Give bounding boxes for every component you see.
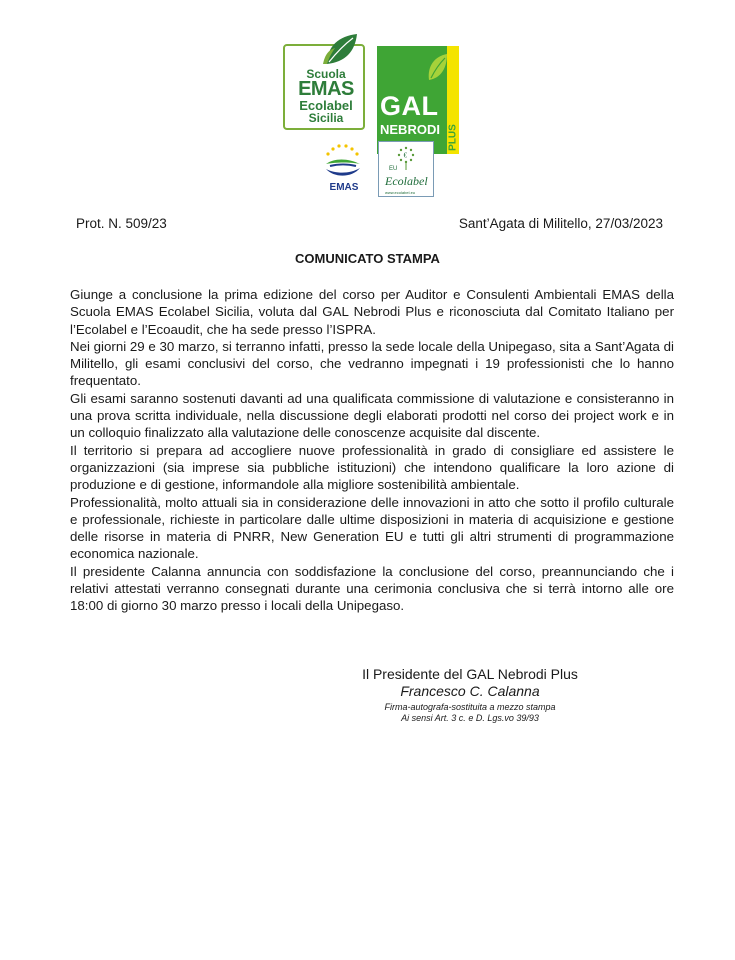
signature-note: Firma-autografa-sostituita a mezzo stampa (384, 702, 556, 712)
leaf-icon (321, 32, 361, 66)
logo-text-emas: EMAS (298, 78, 354, 100)
body-paragraph: Il territorio si prepara ad accogliere nuove professionalità in grado di consigliare ed assistere le organizzazioni (sia imprese sia pubbliche istituzioni) che intendono qualificare la loro azione di produzione e di gestione, informandole alla migliore sostenibilità ambientale. (70, 442, 674, 493)
place-date: Sant’Agata di Militello, 27/03/2023 (458, 216, 663, 231)
leaf-icon (425, 52, 449, 82)
emas-eu-logo (318, 142, 368, 198)
ecolabel-flower-icon (379, 142, 433, 172)
eu-stars-icon (318, 142, 368, 182)
body-paragraph: Giunge a conclusione la prima edizione del corso per Auditor e Consulenti Ambientali EMAS della Scuola EMAS Ecolabel Sicilia, voluta dal GAL Nebrodi Plus e riconosciuta dal Comitato Italiano per l’Ecolabel e l’Ecoaudit, che ha sede presso l’ISPRA. (70, 287, 674, 337)
logo-text-gal: GAL (380, 91, 439, 121)
logo-text-scuola: Scuola (306, 67, 346, 81)
scuola-emas-ecolabel-logo (283, 44, 365, 130)
signature-block (340, 666, 600, 724)
body-paragraph: Nei giorni 29 e 30 marzo, si terranno infatti, presso la sede locale della Unipegaso, sita a Sant’Agata di Militello, gli esami conclusivi del corso, che vedranno impegnati i 19 professionisti che lo hanno frequentato. (70, 338, 674, 389)
document-title: COMUNICATO STAMPA (295, 251, 440, 266)
press-release-body (70, 286, 674, 615)
logo-text-plus: PLUS (447, 124, 459, 151)
logo-text-ecolabel-url: www.ecolabel.eu (385, 190, 416, 195)
gal-nebrodi-plus-logo (377, 46, 459, 154)
protocol-number: Prot. N. 509/23 (76, 216, 167, 231)
eu-ecolabel-logo (378, 141, 434, 197)
logo-text-emas-eu: EMAS (329, 182, 359, 193)
signature-legal-note: Ai sensi Art. 3 c. e D. Lgs.vo 39/93 (401, 713, 539, 723)
logo-text-ecolabel-eu: Ecolabel (385, 174, 428, 188)
svg-text:€: € (403, 151, 407, 160)
body-paragraph: Professionalità, molto attuali sia in considerazione delle innovazioni in atto che sotto il profilo culturale e professionale, richieste in particolare dalle ultime disposizioni in materia di acquisizione e gestione delle risorse in materia di PNRR, New Generation EU e tutti gli altri strumenti di programmazione economica nazionale. (70, 494, 674, 562)
logo-text-eu: EU (389, 166, 398, 172)
logo-text-sicilia: Sicilia (308, 111, 344, 125)
body-paragraph: Gli esami saranno sostenuti davanti ad una qualificata commissione di valutazione e consisteranno in una prova scritta individuale, nella discussione degli elaborati prodotti nel corso dei project work e in un colloquio finalizzato alla valutazione delle conoscenze acquisite dal discente. (70, 390, 674, 441)
logo-text-ecolabel: Ecolabel (299, 98, 353, 113)
signature-role: Il Presidente del GAL Nebrodi Plus (362, 666, 578, 682)
body-paragraph: Il presidente Calanna annuncia con soddisfazione la conclusione del corso, preannunciando che i relativi attestati verranno consegnati durante una cerimonia conclusiva che si terrà intorno alle ore 18:00 di giorno 30 marzo presso i locali della Unipegaso. (70, 563, 674, 614)
logo-text-nebrodi: NEBRODI (380, 122, 440, 137)
signature-name: Francesco C. Calanna (400, 683, 540, 699)
logo-area (0, 28, 735, 151)
